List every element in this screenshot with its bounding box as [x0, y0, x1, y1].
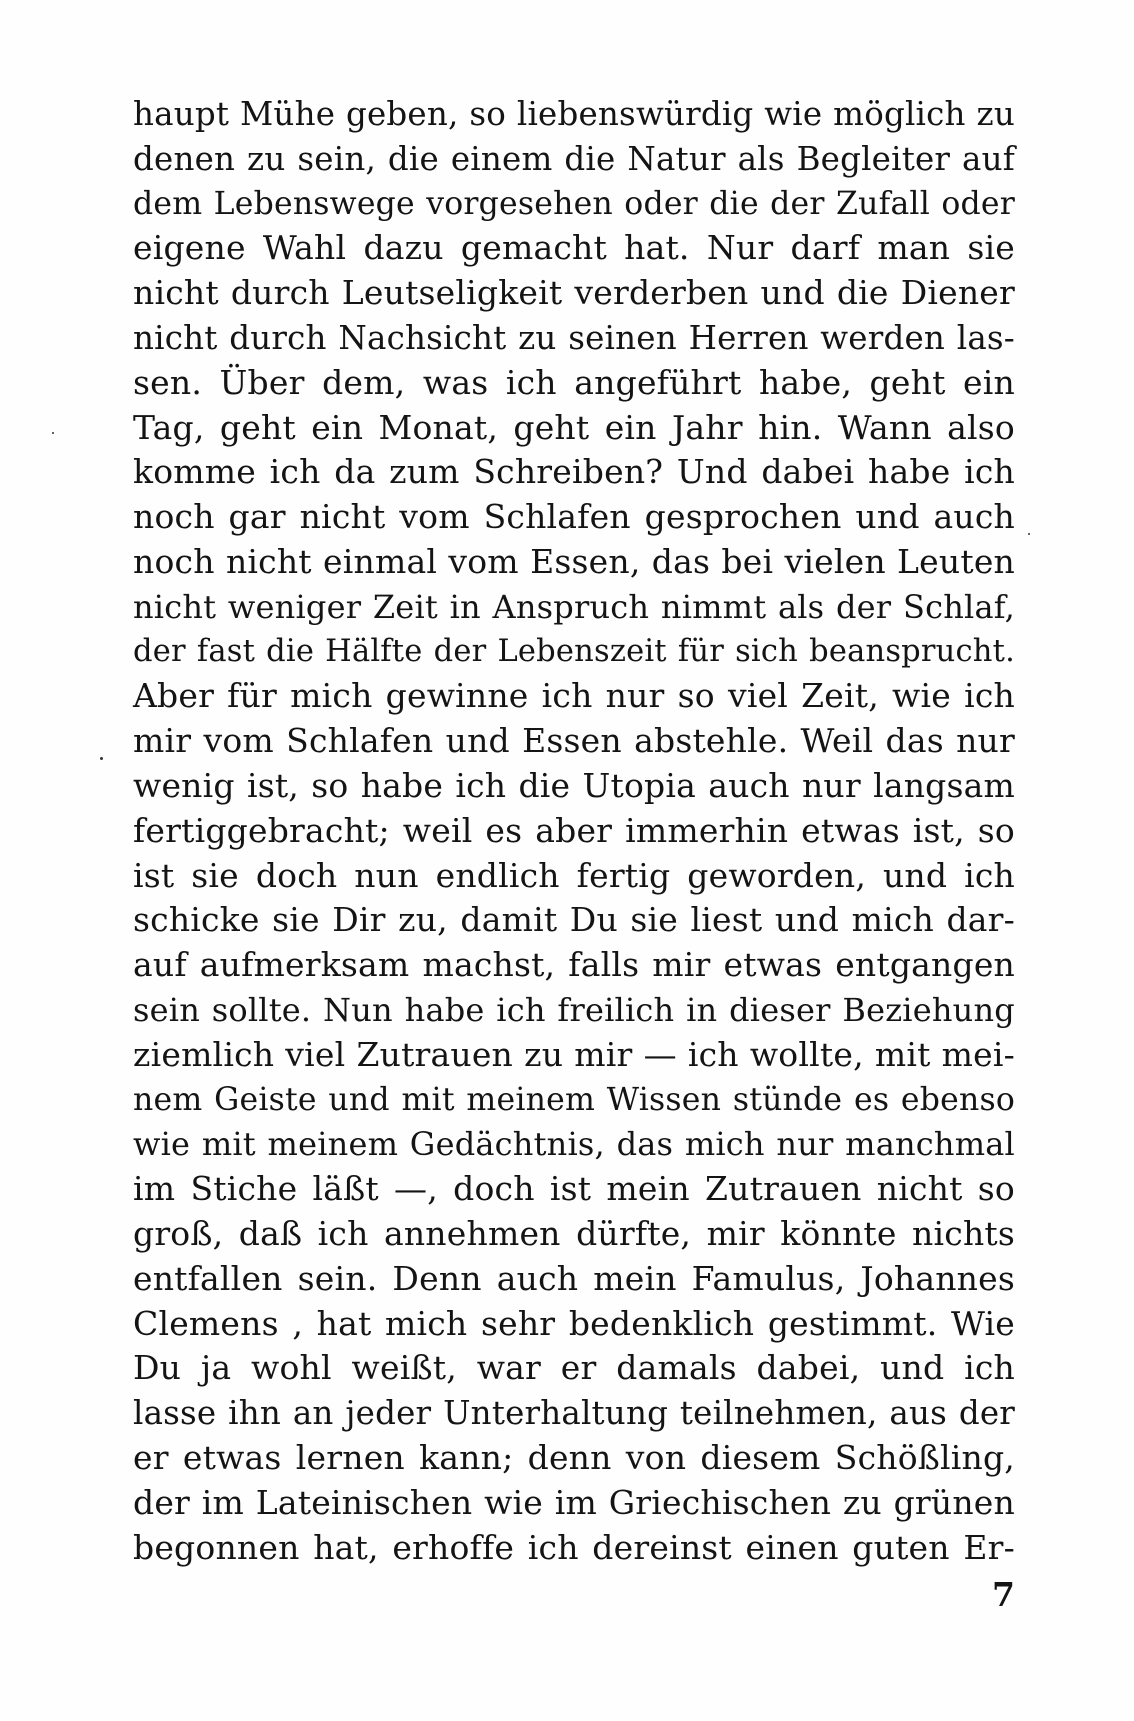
text-line: groß, daß ich annehmen dürfte, mir könnte nichts: [133, 1213, 1015, 1253]
text-line: nicht durch Nachsicht zu seinen Herren werden las-: [133, 318, 1015, 357]
text-line: Clemens , hat mich sehr bedenklich gestimmt. Wie: [133, 1303, 1015, 1343]
text-line: wenig ist, so habe ich die Utopia auch nur langsam: [133, 765, 1015, 805]
scan-speck: [1028, 533, 1030, 535]
text-line: eigene Wahl dazu gemacht hat. Nur darf man sie: [133, 228, 1015, 268]
text-line: nicht durch Leutseligkeit verderben und die Diener: [133, 273, 1015, 313]
text-line: Du ja wohl weißt, war er damals dabei, und ich: [133, 1348, 1015, 1388]
text-line: begonnen hat, erhoffe ich dereinst einen guten Er-: [133, 1527, 1015, 1567]
text-line: entfallen sein. Denn auch mein Famulus, Johannes: [133, 1258, 1015, 1298]
text-line: der fast die Hälfte der Lebenszeit für sich beansprucht.: [133, 633, 1015, 669]
text-line: ist sie doch nun endlich fertig geworden, und ich: [133, 855, 1015, 895]
text-line: er etwas lernen kann; denn von diesem Schößling,: [133, 1437, 1015, 1477]
text-line: fertiggebracht; weil es aber immerhin etwas ist, so: [133, 810, 1015, 850]
text-line: der im Lateinischen wie im Griechischen zu grünen: [133, 1482, 1015, 1522]
text-line: Tag, geht ein Monat, geht ein Jahr hin. Wann also: [133, 407, 1015, 447]
text-line: dem Lebenswege vorgesehen oder die der Zufall oder: [133, 185, 1015, 222]
text-line: haupt Mühe geben, so liebenswürdig wie möglich zu: [133, 95, 1015, 133]
text-line: ziemlich viel Zutrauen zu mir — ich wollte, mit mei-: [133, 1034, 1015, 1074]
scan-speck: [52, 432, 54, 434]
text-line: mir vom Schlafen und Essen abstehle. Weil das nur: [133, 721, 1015, 761]
text-line: denen zu sein, die einem die Natur als Begleiter auf: [133, 139, 1015, 178]
page-number: 7: [992, 1575, 1015, 1614]
text-line: nicht weniger Zeit in Anspruch nimmt als der Schlaf,: [133, 587, 1015, 626]
text-line: auf aufmerksam machst, falls mir etwas entgangen: [133, 945, 1015, 985]
scan-speck: [100, 757, 103, 760]
text-line: sen. Über dem, was ich angeführt habe, geht ein: [133, 362, 1015, 402]
text-line: lasse ihn an jeder Unterhaltung teilnehmen, aus der: [133, 1394, 1015, 1433]
text-line: noch gar nicht vom Schlafen gesprochen und auch: [133, 497, 1015, 537]
text-line: noch nicht einmal vom Essen, das bei vielen Leuten: [133, 541, 1015, 581]
text-line: komme ich da zum Schreiben? Und dabei habe ich: [133, 452, 1015, 492]
text-line: im Stiche läßt —, doch ist mein Zutrauen nicht so: [133, 1169, 1015, 1209]
text-line: wie mit meinem Gedächtnis, das mich nur manchmal: [133, 1125, 1015, 1164]
text-line: Aber für mich gewinne ich nur so viel Zeit, wie ich: [133, 676, 1015, 716]
text-line: schicke sie Dir zu, damit Du sie liest und mich dar-: [133, 900, 1015, 940]
text-line: sein sollte. Nun habe ich freilich in dieser Beziehung: [133, 990, 1015, 1029]
text-line: nem Geiste und mit meinem Wissen stünde es ebenso: [133, 1081, 1015, 1118]
body-text: [133, 92, 1015, 1570]
